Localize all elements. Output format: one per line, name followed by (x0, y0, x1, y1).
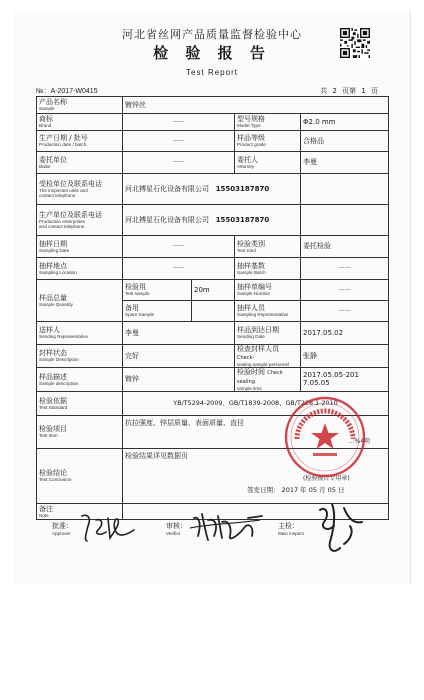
inspector-signature (310, 498, 372, 556)
row-sampling-date (37, 236, 389, 258)
label-brand: 商标 Brand (37, 114, 123, 131)
value-check-time: 2017.05.05-201 7.05.05 (301, 368, 389, 392)
label-grade: 样品等级 Product grade (235, 131, 301, 152)
value-sampling-date: —— (123, 236, 235, 258)
label-test-sample: 检验用 Test sample (123, 280, 192, 301)
row-bailor (37, 152, 389, 174)
label-check-time: 检验时间 Check sealing sample time (235, 368, 301, 392)
row-producer (37, 205, 389, 236)
row-brand (37, 114, 389, 131)
label-sample: 产品名称 Sample (37, 97, 123, 114)
label-attorney: 委托人 Attorney (235, 152, 301, 174)
value-sealing-person: 张静 (301, 345, 389, 368)
label-model: 型号规格 Model Type (235, 114, 301, 131)
label-producer: 生产单位及联系电话 Production enterprises and contact telephone (37, 205, 123, 236)
label-sending-date: 样品到达日期 Sending Date (235, 322, 301, 345)
value-inspected-unit: 河北搏星石化设备有限公司 15503187870 (123, 174, 301, 205)
label-sealing: 封样状态 Sample Description (37, 345, 123, 368)
row-quantity-test (37, 280, 389, 301)
report-title-cn: 检 验 报 告 (153, 44, 271, 62)
label-sealing-person: 检查封样人员 Check- sealing sample personnel (235, 345, 301, 368)
row-sampling-location (37, 258, 389, 280)
row-sending (37, 322, 389, 345)
empty-cell (301, 174, 389, 205)
value-attorney: 李曼 (301, 152, 389, 174)
items-note: …%4项 (348, 437, 371, 445)
label-sampling-location: 抽样地点 Sampling Location (37, 258, 123, 280)
value-sampling-rep: —— (301, 301, 389, 322)
value-standard: YB/T5294-2009、GB/T1839-2008、GB/T228.1-2010 (123, 391, 389, 415)
official-seal (283, 395, 367, 479)
label-items: 检验项目 Test Item (37, 415, 123, 448)
stamp-line: (检验报告专用章) (303, 474, 350, 482)
value-grade: 合格品 (301, 131, 389, 152)
inspector-label: 主检： Main inspect (278, 522, 304, 536)
label-production-date: 生产日期 / 批号 Production date / batch (37, 131, 123, 152)
qr-code-icon (340, 28, 370, 58)
report-title-en: Test Report (186, 68, 238, 77)
empty-cell (301, 205, 389, 236)
value-producer: 河北搏星石化设备有限公司 15503187870 (123, 205, 301, 236)
label-bailor: 委托单位 Bailor (37, 152, 123, 174)
row-sample (37, 97, 389, 114)
label-test-kind: 检验类别 Test Kind (235, 236, 301, 258)
row-description (37, 368, 389, 392)
value-bailor: —— (123, 152, 235, 174)
org-name: 河北省丝网产品质量监督检验中心 (122, 28, 302, 41)
value-description: 镀锌 (123, 368, 235, 392)
verifier-label: 审核： Verifier (166, 522, 187, 536)
label-sampling-rep: 抽样人员 Sampling Representative (235, 301, 301, 322)
verifier-signature (188, 506, 268, 546)
label-standard: 检验依据 Test Standard (37, 391, 123, 415)
label-inspected-unit: 受检单位及联系电话 The inspected units and contact telephone (37, 174, 123, 205)
approver-signature (78, 510, 144, 544)
label-sample-batch: 抽样基数 Sample Batch (235, 258, 301, 280)
value-test-sample: 20m (192, 280, 235, 301)
label-spare-sample: 备用 Spare Sample (123, 301, 192, 322)
label-sending-rep: 送样人 Sending Representative (37, 322, 123, 345)
value-brand: —— (123, 114, 235, 131)
row-sealing (37, 345, 389, 368)
value-sealing: 完好 (123, 345, 235, 368)
value-sending-rep: 李曼 (123, 322, 235, 345)
page-indicator: 共 2 页第 1 页 (320, 87, 378, 95)
value-spare-sample (192, 301, 235, 322)
value-sample-number: —— (301, 280, 389, 301)
value-sample: 镀锌丝 (123, 97, 389, 114)
label-remarks: 备注 Note (37, 503, 123, 519)
label-conclusion: 检验结论 Test Conclusion (37, 448, 123, 503)
value-production-date: —— (123, 131, 235, 152)
value-sending-date: 2017.05.02 (301, 322, 389, 345)
row-inspected-unit (37, 174, 389, 205)
label-description: 样品描述 Sample description (37, 368, 123, 392)
label-quantity: 样品总量 Sample Quantity (37, 280, 123, 322)
sign-date: 签发日期： 2017 年 05 月 05 日 (247, 485, 345, 494)
label-sample-number: 抽样单编号 Sample Number (235, 280, 301, 301)
report-number: №：A-2017-W0415 (36, 88, 98, 95)
value-test-kind: 委托检验 (301, 236, 389, 258)
value-sample-batch: —— (301, 258, 389, 280)
row-production-date (37, 131, 389, 152)
value-model: Φ2.0 mm (301, 114, 389, 131)
approver-label: 批准： Approver (52, 522, 73, 536)
label-sampling-date: 抽样日期 Sampling Date (37, 236, 123, 258)
value-items: 抗拉强度、锌层质量、表面质量、直径 …%4项 (123, 415, 389, 448)
value-sampling-location: —— (123, 258, 235, 280)
value-conclusion: 检验结果详见数据页 (检验报告专用章) 签发日期： 2017 年 05 月 05 日 (123, 448, 389, 503)
